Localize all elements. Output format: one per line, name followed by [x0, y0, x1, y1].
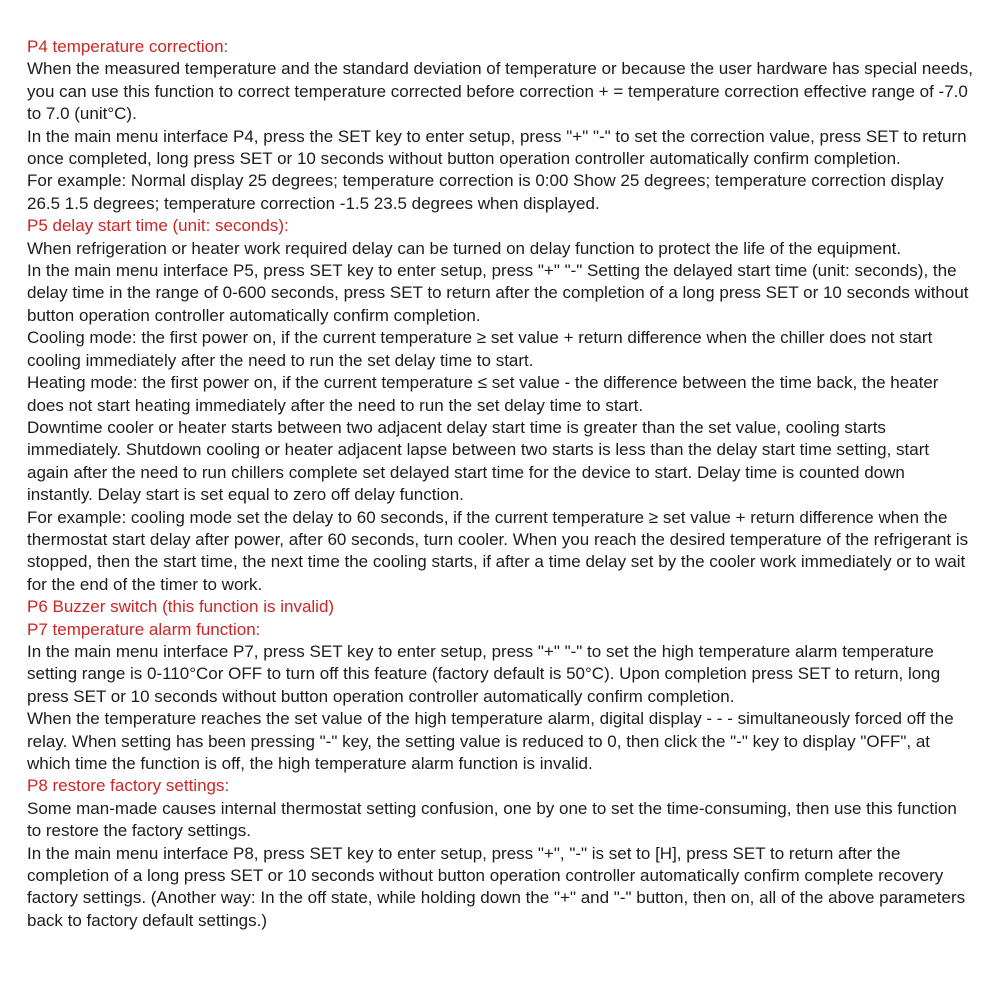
section-p5-delay-start-time	[27, 215, 975, 596]
section-heading-p4: P4 temperature correction:	[27, 37, 229, 56]
paragraph: In the main menu interface P5, press SET key to enter setup, press "+" "-" Setting the delayed start time (unit: seconds), the delay time in the range of 0-600 seconds, press SET to return after the completion of a long press SET or 10 seconds without button operation controller automatically confirm completion.	[27, 261, 969, 325]
paragraph: When the measured temperature and the standard deviation of temperature or because the user hardware has special needs, you can use this function to correct temperature corrected before correction + = temperature correction effective range of -7.0 to 7.0 (unit°C).	[27, 59, 973, 124]
paragraph: In the main menu interface P4, press the SET key to enter setup, press "+" "-" to set the correction value, press SET to return once completed, long press SET or 10 seconds without button operation controller automatically confirm completion.	[27, 126, 967, 169]
paragraph: In the main menu interface P8, press SET key to enter setup, press "+", "-" is set to [H], press SET to return after the completion of a long press SET or 10 seconds without button operation controller automatically confirm complete recovery factory settings. (Another way: In the off state, while holding down the "+" and "-" button, then on, all of the above parameters back to factory default settings.)	[27, 843, 966, 930]
section-p8-restore-factory-settings	[27, 775, 975, 932]
paragraph: Downtime cooler or heater starts between two adjacent delay start time is greater than the set value, cooling starts immediately. Shutdown cooling or heater adjacent lapse between two starts is less than the delay start time setting, start again after the need to run chillers complete set delayed start time for the device to start. Delay time is counted down instantly. Delay start is set equal to zero off delay function.	[27, 417, 930, 505]
paragraph: In the main menu interface P7, press SET key to enter setup, press "+" "-" to set the high temperature alarm temperature setting range is 0-110°Cor OFF to turn off this feature (factory default is 50°C). Upon completion press SET to return, long press SET or 10 seconds without button operation controller automatically confirm completion.	[27, 641, 941, 706]
paragraph: Cooling mode: the first power on, if the current temperature ≥ set value + return difference when the chiller does not start cooling immediately after the need to run the set delay time to start.	[27, 328, 933, 370]
paragraph: When the temperature reaches the set value of the high temperature alarm, digital display - - - simultaneously forced off the relay. When setting has been pressing "-" key, the setting value is reduced to 0, then click the "-" key to display "OFF", at which time the function is off, the high temperature alarm function is invalid.	[27, 709, 954, 773]
section-heading-p5: P5 delay start time (unit: seconds):	[27, 216, 289, 236]
section-p6-buzzer-switch	[27, 596, 975, 618]
section-heading-p8: P8 restore factory settings:	[27, 776, 230, 796]
section-heading-p7: P7 temperature alarm function:	[27, 619, 261, 639]
paragraph: For example: cooling mode set the delay to 60 seconds, if the current temperature ≥ set value + return difference when the thermostat start delay after power, after 60 seconds, turn cooler. When you reach the desired temperature of the refrigerant is stopped, then the start time, the next time the cooling starts, if after a time delay set by the cooler work immediately or to wait for the end of the timer to work.	[27, 507, 969, 594]
section-p7-temperature-alarm	[27, 619, 975, 776]
instruction-text-body	[27, 36, 975, 932]
section-heading-p6: P6 Buzzer switch (this function is invalid)	[27, 597, 335, 617]
paragraph: Heating mode: the first power on, if the current temperature ≤ set value - the difference between the time back, the heater does not start heating immediately after the need to run the set delay time to start.	[27, 373, 939, 415]
paragraph: Some man-made causes internal thermostat setting confusion, one by one to set the time-consuming, then use this function to restore the factory settings.	[27, 798, 957, 841]
section-p4-temperature-correction	[27, 36, 975, 215]
paragraph: For example: Normal display 25 degrees; temperature correction is 0:00 Show 25 degrees; temperature correction display 26.5 1.5 degrees; temperature correction -1.5 23.5 degrees when displayed.	[27, 171, 944, 213]
paragraph: When refrigeration or heater work required delay can be turned on delay function to protect the life of the equipment.	[27, 238, 902, 258]
